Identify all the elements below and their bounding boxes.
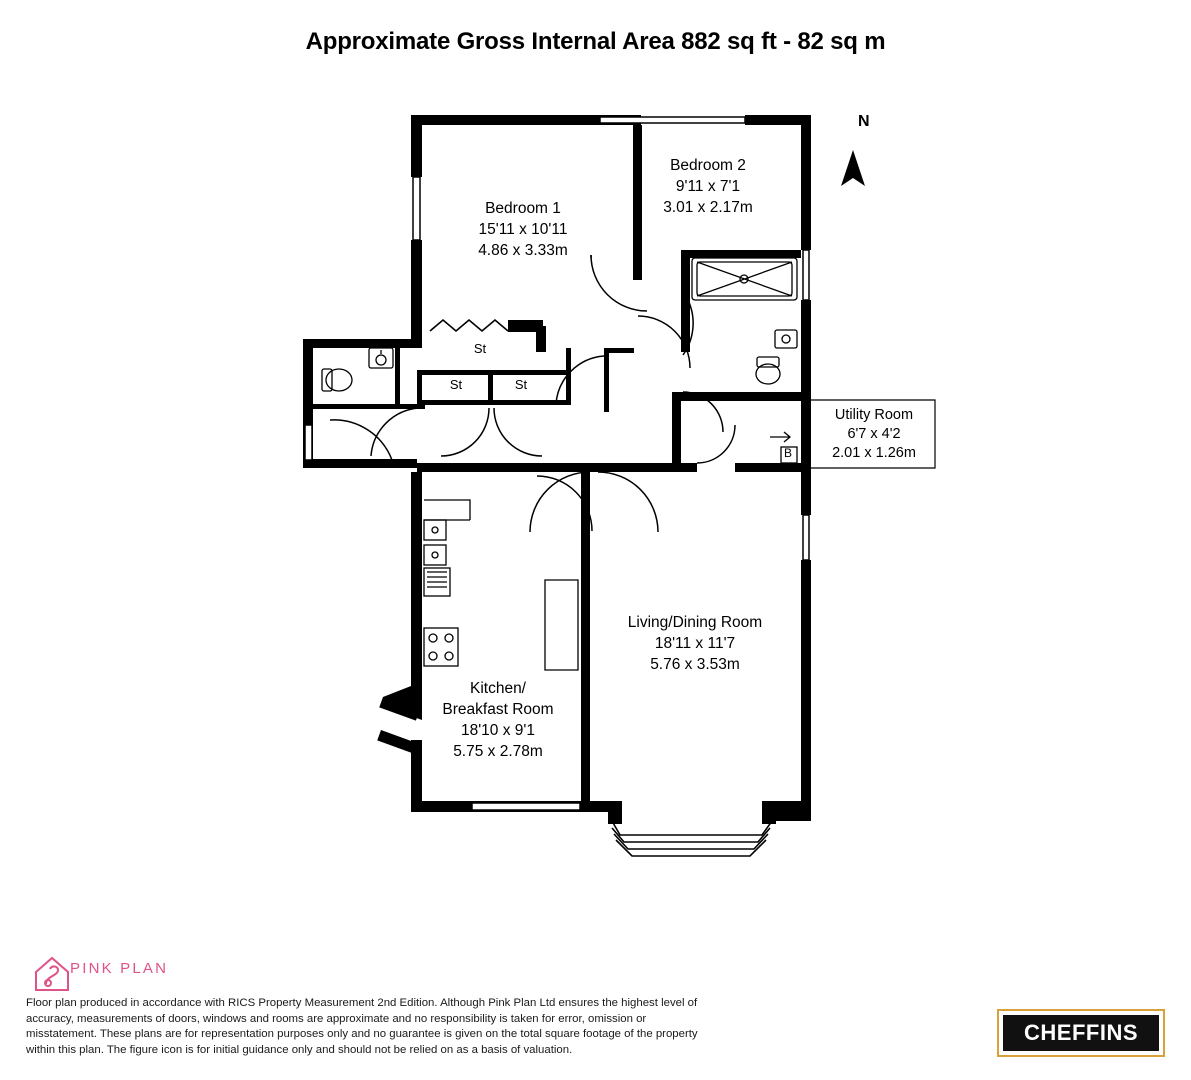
room-name: Utility Room — [834, 407, 914, 423]
room-label-bedroom1 — [433, 198, 613, 261]
room-dimension-imperial: 6'7 x 4'2 — [847, 426, 901, 442]
compass-north-label: N — [858, 113, 870, 130]
boiler-marker: B — [784, 446, 793, 460]
storage-label-left: St — [449, 377, 463, 392]
room-dimension-metric: 2.01 x 1.26m — [832, 445, 916, 461]
room-dimension-imperial: 15'11 x 10'11 — [478, 221, 568, 238]
cheffins-logo — [997, 1009, 1165, 1057]
room-dimension-imperial: 9'11 x 7'1 — [675, 178, 741, 195]
room-name: Living/Dining Room — [627, 614, 763, 631]
room-dimension-metric: 3.01 x 2.17m — [663, 199, 753, 216]
room-dimension-imperial: 18'11 x 11'7 — [654, 635, 736, 652]
room-name: Bedroom 1 — [485, 200, 561, 217]
room-dimension-imperial: 18'10 x 9'1 — [460, 722, 535, 739]
page-title: Approximate Gross Internal Area 882 sq ft - 82 sq m — [305, 28, 886, 55]
room-label-utility — [812, 406, 936, 463]
storage-label-top: St — [473, 341, 487, 356]
room-label-bedroom2 — [620, 155, 796, 218]
room-dimension-metric: 5.75 x 2.78m — [453, 743, 543, 760]
room-name-line2: Breakfast Room — [442, 701, 554, 718]
room-label-living-dining — [600, 612, 790, 675]
disclaimer-text: Floor plan produced in accordance with RICS Property Measurement 2nd Edition. Although Pink Plan Ltd ensures the highest level of accuracy, measurements of doors, windows and rooms are approximate and no responsibility is taken for error, omission or misstatement. These plans are for representation purposes only and no guarantee is given on the total square footage of the property within this plan. The figure icon is for initial guidance only and should not be relied on as a basis of valuation. — [26, 997, 698, 1056]
room-label-kitchen-breakfast — [408, 678, 588, 762]
pink-plan-wordmark: PINK PLAN — [70, 960, 169, 977]
room-name-line1: Kitchen/ — [469, 680, 526, 697]
room-dimension-metric: 5.76 x 3.53m — [650, 656, 740, 673]
cheffins-wordmark: CHEFFINS — [1003, 1015, 1159, 1051]
room-name: Bedroom 2 — [670, 157, 746, 174]
compass-needle — [841, 150, 865, 186]
storage-label-right: St — [514, 377, 528, 392]
room-dimension-metric: 4.86 x 3.33m — [478, 242, 568, 259]
